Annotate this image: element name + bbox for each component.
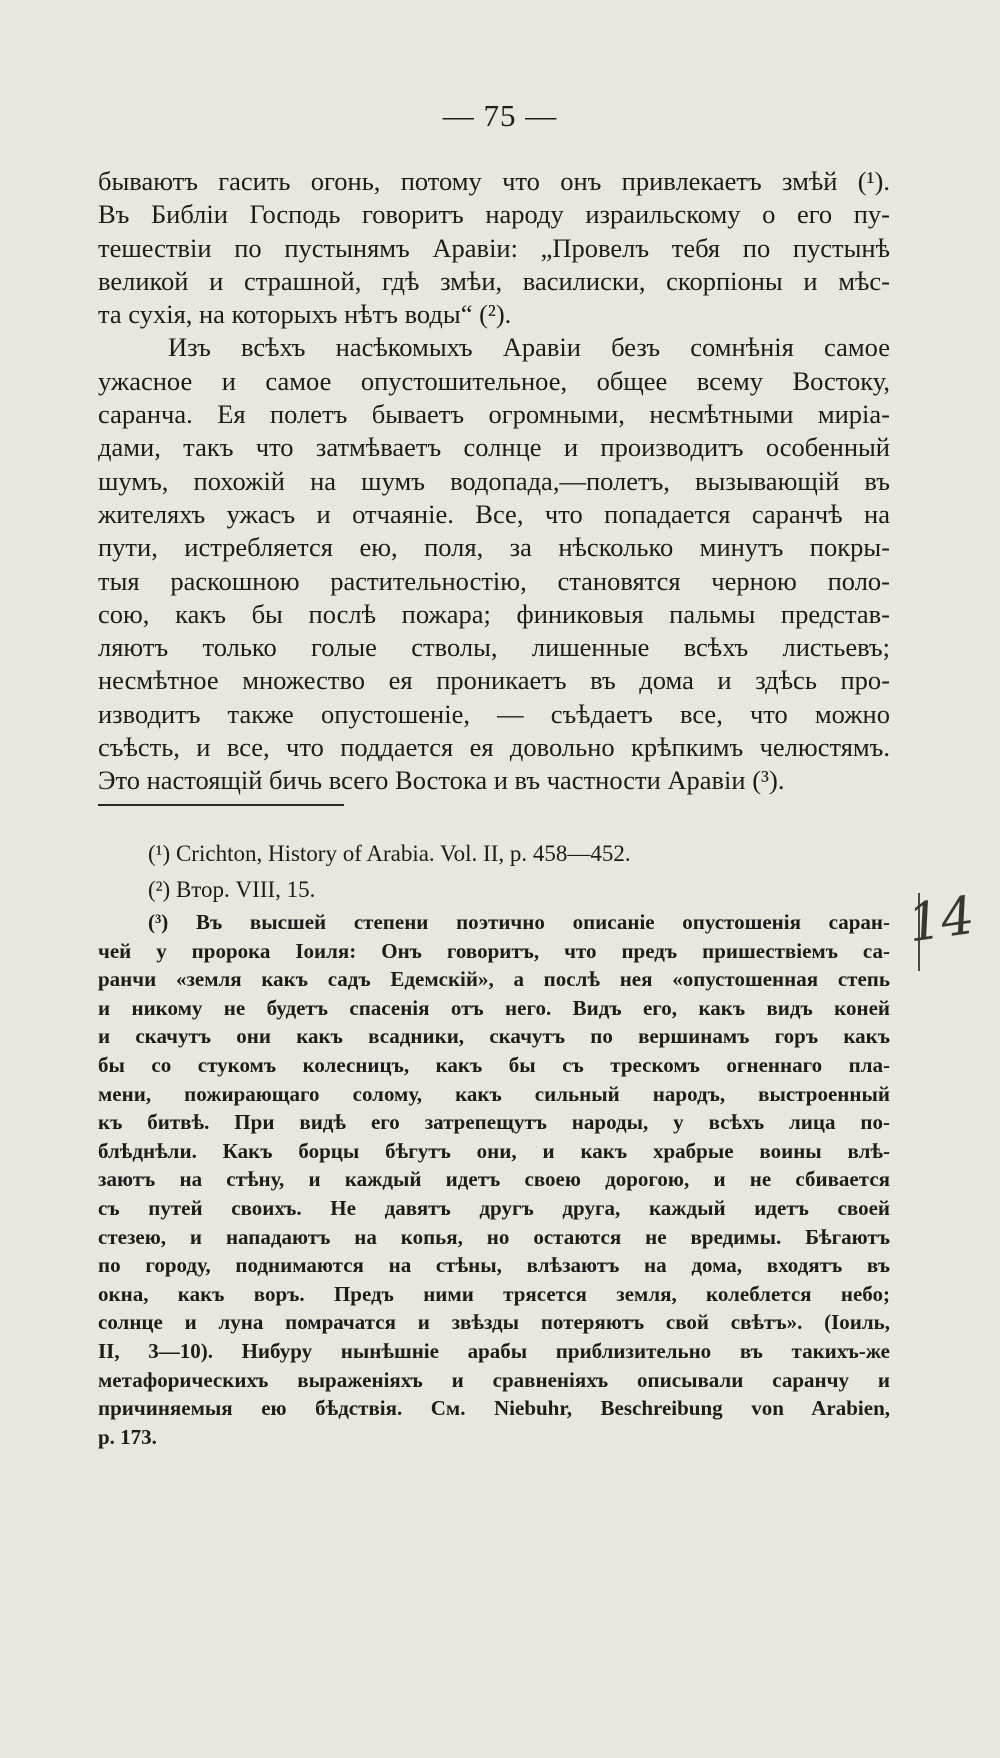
text-line: Это настоящій бичь всего Востока и въ частности Аравіи (³).: [98, 765, 785, 796]
footnote-3-line: причиняемыя ею бѣдствія. См. Niebuhr, Beschreibung von Arabien,: [98, 1396, 890, 1421]
footnote-3-line: заютъ на стѣну, и каждый идетъ своею дорогою, и не сбивается: [98, 1167, 890, 1192]
footnote-3-line: къ битвѣ. При видѣ его затрепещутъ народы, у всѣхъ лица по-: [98, 1110, 890, 1135]
footnote-3-line: чей у пророка Іоиля: Онъ говоритъ, что предъ пришествіемъ са-: [98, 938, 890, 963]
page-number: — 75 —: [442, 98, 558, 133]
footnote-separator: [98, 804, 344, 806]
footnote-3-line: стезею, и нападаютъ на копья, но остаются не вредимы. Бѣгаютъ: [98, 1224, 890, 1249]
text-line: изводитъ также опустошеніе, — съѣдаетъ все, что можно: [98, 698, 890, 729]
text-line: тыя раскошною растительностію, становятся черною поло-: [98, 565, 890, 596]
text-line: ляютъ только голые стволы, лишенные всѣхъ листьевъ;: [98, 632, 890, 663]
text-line: тешествіи по пустынямъ Аравіи: „Провелъ тебя по пустынѣ: [98, 232, 890, 263]
footnote-3-line: и скачутъ они какъ всадники, скачутъ по вершинамъ горъ какъ: [98, 1024, 890, 1049]
footnote-3-line: (³) Въ высшей степени поэтично описаніе опустошенія саран-: [148, 910, 890, 934]
footnote-3-line: p. 173.: [98, 1424, 157, 1449]
footnote-2: (²) Втор. VIII, 15.: [148, 877, 316, 902]
footnote-3-line: метафорическихъ выраженіяхъ и сравненіяхъ описывали саранчу и: [98, 1367, 890, 1392]
text-line: великой и страшной, гдѣ змѣи, василиски, скорпіоны и мѣс-: [98, 265, 890, 296]
text-line: та сухія, на которыхъ нѣтъ воды“ (²).: [98, 299, 512, 330]
footnote-3-line: по городу, поднимаются на стѣны, влѣзаютъ на дома, входятъ въ: [98, 1253, 890, 1278]
footnote-3-line: мени, пожирающаго солому, какъ сильный народъ, выстроенный: [98, 1081, 890, 1106]
text-line: бываютъ гасить огонь, потому что онъ привлекаетъ змѣй (¹).: [98, 166, 890, 196]
text-line: дами, такъ что затмѣваетъ солнце и производитъ особенный: [98, 432, 890, 463]
text-line: саранча. Ея полетъ бываетъ огромными, несмѣтными миріа-: [98, 399, 890, 430]
footnote-1: (¹) Crichton, History of Arabia. Vol. II, p. 458—452.: [148, 841, 631, 866]
footnote-3-line: съ путей своихъ. Не давятъ другъ друга, каждый идетъ своей: [98, 1195, 890, 1220]
main-text: [98, 165, 890, 798]
footnotes: [98, 836, 890, 1451]
footnote-3-line: солнце и луна помрачатся и звѣзды потеряютъ свой свѣтъ». (Іоиль,: [98, 1310, 890, 1335]
text-line: несмѣтное множество ея проникаетъ въ дома и здѣсь про-: [98, 665, 890, 696]
text-line: ужасное и самое опустошительное, общее всему Востоку,: [98, 365, 890, 396]
footnote-3-line: окна, какъ воръ. Предъ ними трясется земля, колеблется небо;: [98, 1281, 890, 1306]
text-line: пути, истребляется ею, поля, за нѣсколько минутъ покры-: [98, 532, 890, 563]
footnote-3-line: бы со стукомъ колесницъ, какъ бы съ трескомъ огненнаго пла-: [98, 1052, 890, 1077]
text-line: жителяхъ ужасъ и отчаяніе. Все, что попадается саранчѣ на: [98, 498, 890, 529]
text-line: Въ Библіи Господь говоритъ народу израильскому о его пу-: [98, 199, 890, 230]
paragraph-start-line: Изъ всѣхъ насѣкомыхъ Аравіи безъ сомнѣнія самое: [168, 332, 890, 363]
footnote-3-line: и никому не будетъ спасенія отъ него. Видъ его, какъ видъ коней: [98, 995, 890, 1020]
text-line: съѣсть, и все, что поддается ея довольно крѣпкимъ челюстямъ.: [98, 732, 890, 763]
text-line: сою, какъ бы послѣ пожара; финиковыя пальмы представ-: [98, 598, 890, 629]
handwritten-margin-note: 14: [904, 885, 979, 955]
footnote-3-line: блѣднѣли. Какъ борцы бѣгутъ они, и какъ храбрые воины влѣ-: [98, 1138, 890, 1163]
text-line: шумъ, похожій на шумъ водопада,—полетъ, вызывающій въ: [98, 465, 890, 496]
footnote-3-line: II, 3—10). Нибуру нынѣшніе арабы приблизительно въ такихъ-же: [98, 1338, 890, 1363]
footnote-3-line: ранчи «земля какъ садъ Едемскій», а послѣ нея «опустошенная степь: [98, 967, 890, 992]
